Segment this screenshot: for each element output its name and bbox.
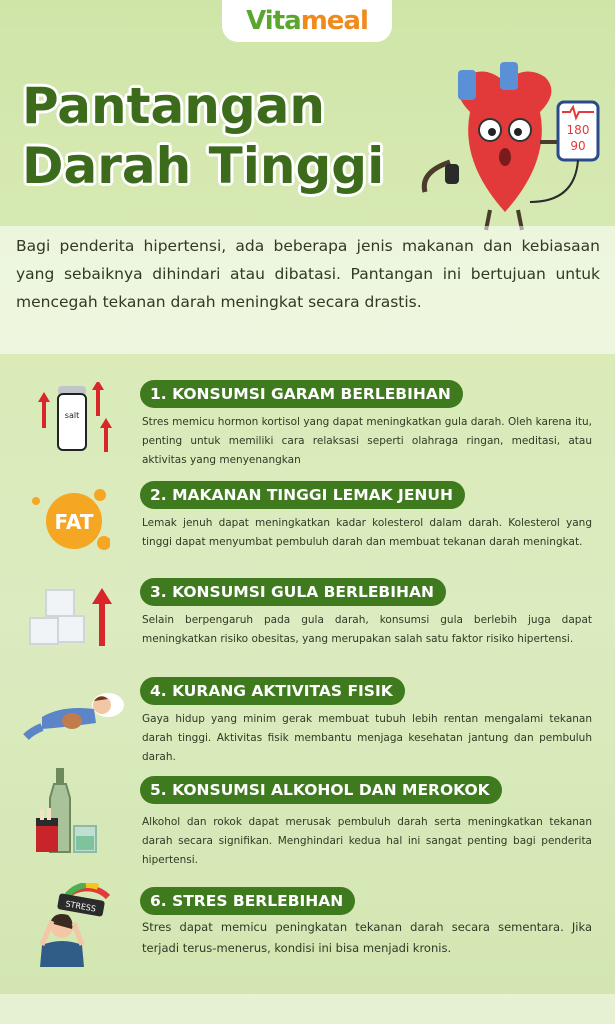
fat-bubble-icon <box>24 481 110 555</box>
title-line-1: Pantangan <box>22 77 326 135</box>
item-description: Lemak jenuh dapat meningkatkan kadar kolesterol dalam darah. Kolesterol yang tinggi dapat menyumbat pembuluh darah dan membuat tekanan darah meningkat. <box>142 517 592 548</box>
title-line-2: Darah Tinggi <box>22 137 385 195</box>
item-description: Selain berpengaruh pada gula darah, konsumsi gula berlebih juga dapat meningkatkan risiko obesitas, yang merupakan salah satu faktor risiko hipertensi. <box>142 614 592 645</box>
item-description: Stres dapat memicu peningkatan tekanan darah secara sementara. Jika terjadi terus-menerus, kondisi ini bisa menjadi kronis. <box>142 920 592 955</box>
monitor-systolic: 180 <box>566 123 590 137</box>
item-title: 3. KONSUMSI GULA BERLEBIHAN <box>140 578 446 606</box>
page-title <box>22 76 402 196</box>
item-description: Gaya hidup yang minim gerak membuat tubuh lebih rentan mengalami tekanan darah tinggi. Aktivitas fisik membantu menjaga kesehatan jantung dan pembuluh darah. <box>142 713 592 763</box>
item-title: 6. STRES BERLEBIHAN <box>140 887 355 915</box>
alcohol-cigarette-icon <box>34 768 100 858</box>
item-title: 2. MAKANAN TINGGI LEMAK JENUH <box>140 481 465 509</box>
item-description: Alkohol dan rokok dapat merusak pembuluh darah serta meningkatkan tekanan darah secara signifikan. Menghindari kedua hal ini sangat penting bagi penderita hipertensi. <box>142 816 592 866</box>
sugar-cubes-icon <box>28 584 118 654</box>
heart-mascot-icon <box>410 52 610 232</box>
item-title: 4. KURANG AKTIVITAS FISIK <box>140 677 405 705</box>
salt-shaker-icon <box>36 382 112 454</box>
fat-label: FAT <box>54 510 94 534</box>
salt-label: salt <box>64 411 80 420</box>
lying-person-icon <box>22 687 126 743</box>
brand-logo-part1: Vita <box>246 6 301 36</box>
item-title: 5. KONSUMSI ALKOHOL DAN MEROKOK <box>140 776 502 804</box>
item-title: 1. KONSUMSI GARAM BERLEBIHAN <box>140 380 463 408</box>
monitor-diastolic: 90 <box>570 139 586 153</box>
intro-paragraph: Bagi penderita hipertensi, ada beberapa jenis makanan dan kebiasaan yang sebaiknya dihindari atau dibatasi. Pantangan ini bertujuan untuk mencegah tekanan darah meningkat secara drastis. <box>16 237 600 311</box>
brand-logo-part2: meal <box>300 6 368 36</box>
item-description: Stres memicu hormon kortisol yang dapat meningkatkan gula darah. Oleh karena itu, penting untuk memiliki cara relaksasi seperti olahraga ringan, meditasi, atau aktivitas yang menyenangkan <box>142 416 592 466</box>
brand-logo <box>222 0 392 42</box>
bottom-band <box>0 994 615 1024</box>
stressed-person-icon <box>28 883 112 969</box>
stress-label: STRESS <box>64 899 97 914</box>
